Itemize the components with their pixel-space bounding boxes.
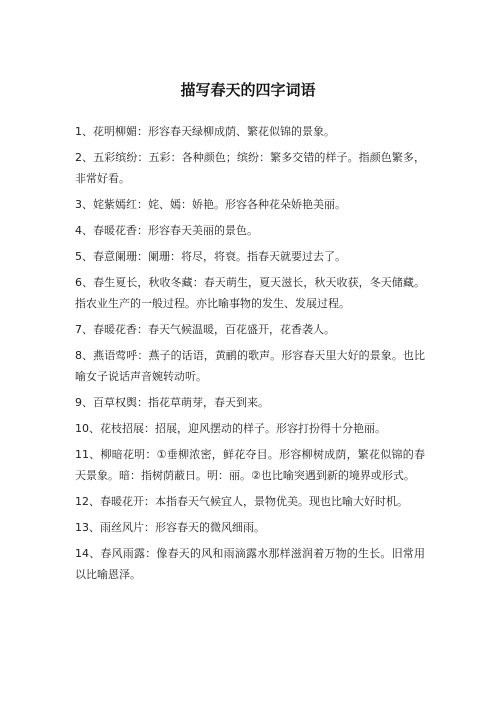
- list-item: 11、柳暗花明：①垂柳浓密，鲜花夺目。形容柳树成荫，繁花似锦的春天景象。暗：指树荫蔽日。明：丽。②也比喻突遇到新的境界或形式。: [75, 448, 425, 482]
- list-item: 8、燕语莺呼：燕子的话语，黄鹂的歌声。形容春天里大好的景象。也比喻女子说话声音婉转动听。: [75, 349, 425, 383]
- idiom-list: [75, 121, 425, 590]
- list-item: 9、百草权舆：指花草萌芽，春天到来。: [75, 396, 269, 409]
- list-item: 14、春风雨露：像春天的风和雨滴露水那样滋润着万物的生长。旧常用以比喻恩泽。: [75, 547, 425, 581]
- list-item: 3、姹紫嫣红：姹、嫣：娇艳。形容各种花朵娇艳美丽。: [75, 198, 346, 211]
- list-item: 6、春生夏长，秋收冬藏：春天萌生，夏天滋长，秋天收获，冬天储藏。指农业生产的一般过程。亦比喻事物的发生、发展过程。: [75, 276, 425, 310]
- list-item: 4、春暖花香：形容春天美丽的景色。: [75, 224, 258, 237]
- list-item: 2、五彩缤纷：五彩：各种颜色；缤纷：繁多交错的样子。指颜色繁多，非常好看。: [75, 151, 425, 185]
- list-item: 12、春暖花开：本指春天气候宜人，景物优美。现也比喻大好时机。: [75, 495, 408, 508]
- list-item: 1、花明柳媚：形容春天绿柳成荫、繁花似锦的景象。: [75, 125, 335, 138]
- list-item: 10、花枝招展：招展，迎风摆动的样子。形容打扮得十分艳丽。: [75, 422, 386, 435]
- list-item: 7、春暖花香：春天气候温暖，百花盛开，花香袭人。: [75, 323, 335, 336]
- list-item: 13、雨丝风片：形容春天的微风细雨。: [75, 521, 265, 534]
- list-item: 5、春意阑珊：阑珊：将尽，将衰。指春天就要过去了。: [75, 250, 346, 263]
- page-title: 描写春天的四字词语: [180, 81, 316, 99]
